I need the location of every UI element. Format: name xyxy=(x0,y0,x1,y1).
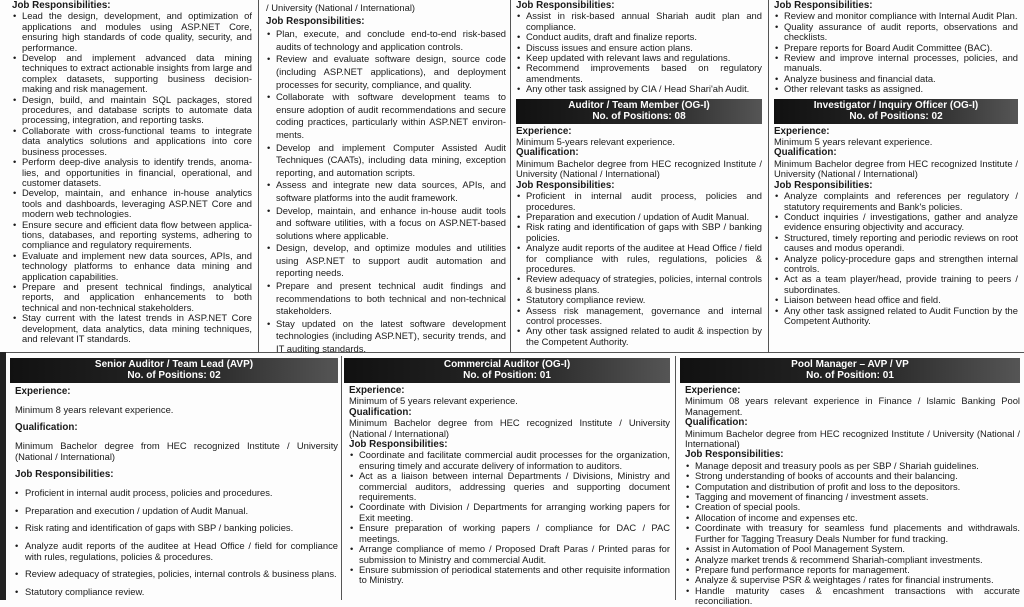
list-item: • Preparation and execution / updation of Audit Manual. xyxy=(10,505,338,516)
column-divider xyxy=(341,356,342,600)
section-heading: Experience: xyxy=(349,385,405,396)
list-item: • Assist in Automation of Pool Management System. xyxy=(685,544,1020,554)
section-text: Minimum Bachelor degree from HEC recognized Institute / University (National / International) xyxy=(685,427,1020,450)
list-item: • Act as a liaison between internal Departments / Divisions, Ministry and commercial auditors, addressing queries and supporting document requirements. xyxy=(349,471,670,502)
section-heading: Experience: xyxy=(774,125,830,137)
list-item: • Risk rating and identification of gaps with SBP / banking policies. xyxy=(10,522,338,533)
responsibilities-list xyxy=(12,11,252,344)
list-item: • Creation of special pools. xyxy=(685,502,1020,512)
job-title-banner xyxy=(516,99,762,124)
job-column-pool-manager xyxy=(680,354,1020,607)
responsibilities-list xyxy=(774,11,1018,94)
job-title-banner xyxy=(774,99,1018,124)
section-heading: Job Responsibilities: xyxy=(774,0,873,11)
list-item: • Collaborate with software development teams to ensure adoption of audit recommendations and secure coding practices, particularly within ASP.NET environ-ments. xyxy=(266,91,506,141)
list-item: • Arrange compliance of memo / Proposed Draft Paras / Printed paras for submission to Ministry and commercial Audit. xyxy=(349,544,670,565)
list-item: • Develop and implement Computer Assisted Audit Techniques (CAATs), including data mining, exception reporting, and automation scripts. xyxy=(266,142,506,180)
job-title: Senior Auditor / Team Lead (AVP) xyxy=(94,359,254,370)
job-title: Investigator / Inquiry Officer (OG-I) xyxy=(813,99,979,111)
list-item: • Liaison between head office and field. xyxy=(774,295,1018,305)
job-column-data-analyst xyxy=(12,0,252,344)
list-item: • Risk rating and identification of gaps with SBP / banking policies. xyxy=(516,222,762,243)
list-item: • Design, build, and maintain SQL packages, stored procedures, and database scripts to automate data processing, integration, and reporting tasks. xyxy=(12,95,252,126)
list-item: • Assess and integrate new data sources, APIs, and software platforms into the audit framework. xyxy=(266,179,506,204)
list-item: • Ensure secure and efficient data flow between applica-tions, databases, and reporting systems, adhering to compliance and regulatory requirements. xyxy=(12,220,252,251)
responsibilities-list xyxy=(774,191,1018,326)
responsibilities-list xyxy=(344,450,670,585)
list-item: • Prepare and present technical audit findings and recommendations to both technical and non-technical stakeholders. xyxy=(266,280,506,318)
section-text: Minimum of 5 years relevant experience. xyxy=(349,395,518,407)
list-item: • Manage deposit and treasury pools as per SBP / Shariah guidelines. xyxy=(685,461,1020,471)
section-heading: Qualification: xyxy=(774,147,837,159)
section-heading: Experience: xyxy=(685,385,741,396)
list-item: • Act as a team player/head, provide training to peers / subordinates. xyxy=(774,274,1018,295)
list-item: • Ensure submission of periodical statements and other requisite information to Ministry. xyxy=(349,565,670,586)
list-item: • Coordinate with treasury for seamless fund placements and withdrawals. Further for Tagging Treasury Deals Number for fund tracking. xyxy=(685,523,1020,544)
list-item: • Analyze audit reports of the auditee at Head Office / field for compliance with rules, regulations, policies & procedures. xyxy=(516,243,762,274)
responsibilities-list xyxy=(516,11,762,94)
list-item: • Analyze business and financial data. xyxy=(774,74,1018,84)
list-item: • Analyze & supervise PSR & weightages / rates for financial instruments. xyxy=(685,575,1020,585)
section-heading: Qualification: xyxy=(685,417,748,429)
list-item: • Proficient in internal audit process, policies and procedures. xyxy=(516,191,762,212)
list-item: • Review and monitor compliance with Internal Audit Plan. xyxy=(774,11,1018,21)
list-item: • Review and evaluate software design, source code (including ASP.NET applications), and deployment processes for security, compliance, and quality. xyxy=(266,53,506,91)
list-item: • Prepare reports for Board Audit Committee (BAC). xyxy=(774,43,1018,53)
list-item: • Review and improve internal processes, policies, and manuals. xyxy=(774,53,1018,74)
list-item: • Any other task assigned by CIA / Head Shari'ah Audit. xyxy=(516,84,762,94)
list-item: • Conduct inquiries / investigations, gather and analyze evidence ensuring objectivity and accuracy. xyxy=(774,212,1018,233)
responsibilities-list xyxy=(516,191,762,347)
list-item: • Prepare and present technical findings, analytical reports, and application enhancements to both technical and non-technical stakeholders. xyxy=(12,282,252,313)
positions-count: No. of Position: 01 xyxy=(806,370,894,381)
list-item: • Handle maturity cases & encashment transactions with accurate reconciliation. xyxy=(685,586,1020,607)
section-heading: Job Responsibilities: xyxy=(266,15,365,27)
column-divider xyxy=(675,356,676,600)
section-heading: Job Responsibilities: xyxy=(685,449,784,461)
section-text: Minimum 5 years relevant experience. xyxy=(774,136,933,148)
section-heading: Job Responsibilities: xyxy=(12,0,111,11)
section-heading: Qualification: xyxy=(516,147,579,159)
section-heading: Experience: xyxy=(516,125,572,137)
row-divider xyxy=(0,352,1024,353)
job-title-banner xyxy=(10,358,338,383)
page-edge xyxy=(0,352,6,600)
column-divider xyxy=(258,0,259,352)
list-item: • Conduct audits, draft and finalize reports. xyxy=(516,32,762,42)
job-title-banner xyxy=(344,358,670,383)
list-item: • Assist in risk-based annual Shariah audit plan and compliance. xyxy=(516,11,762,32)
list-item: • Review adequacy of strategies, policies, internal controls & business plans. xyxy=(516,274,762,295)
list-item: • Stay updated on the latest software development technologies (including ASP.NET), security trends, and IT auditing standards. xyxy=(266,318,506,356)
list-item: • Plan, execute, and conclude end-to-end risk-based audits of technology and application controls. xyxy=(266,28,506,53)
section-text: Minimum 8 years relevant experience. xyxy=(15,404,174,415)
list-item: • Review adequacy of strategies, policies, internal controls & business plans. xyxy=(10,568,338,579)
list-item: • Strong understanding of books of accounts and their balancing. xyxy=(685,471,1020,481)
list-item: • Analyze policy-procedure gaps and strengthen internal controls. xyxy=(774,254,1018,275)
section-heading: Job Responsibilities: xyxy=(516,0,615,11)
list-item: • Computation and distribution of profit and loss to the depositors. xyxy=(685,482,1020,492)
job-column-commercial-auditor xyxy=(344,354,670,600)
job-title-banner xyxy=(680,358,1020,383)
list-item: • Assess risk management, governance and internal control processes. xyxy=(516,306,762,327)
section-text: Minimum Bachelor degree from HEC recognized Institute / University (National / International) xyxy=(349,417,670,439)
list-item: • Discuss issues and ensure action plans. xyxy=(516,43,762,53)
job-title: Pool Manager – AVP / VP xyxy=(791,359,909,370)
job-column-shariah-auditor xyxy=(516,0,762,347)
list-item: • Keep updated with relevant laws and regulations. xyxy=(516,53,762,63)
section-text: Minimum Bachelor degree from HEC recognized Institute / University (National / International) xyxy=(516,157,762,180)
list-item: • Any other task assigned related to audit & inspection by the Competent Authority. xyxy=(516,326,762,347)
section-heading: Qualification: xyxy=(349,406,412,418)
positions-count: No. of Positions: 08 xyxy=(592,110,686,122)
list-item: • Proficient in internal audit process, policies and procedures. xyxy=(10,487,338,498)
responsibilities-list xyxy=(680,461,1020,607)
column-divider xyxy=(768,0,769,352)
positions-count: No. of Positions: 02 xyxy=(127,370,221,381)
list-item: • Perform deep-dive analysis to identify trends, anoma-lies, and opportunities in financial, operational, and customer datasets. xyxy=(12,157,252,188)
list-item: • Structured, timely reporting and periodic reviews on root causes and modus operandi. xyxy=(774,233,1018,254)
list-item: • Recommend improvements based on regulatory amendments. xyxy=(516,63,762,84)
list-item: • Coordinate with Division / Departments for arranging working papers for Exit meeting. xyxy=(349,502,670,523)
section-heading: Job Responsibilities: xyxy=(15,469,114,480)
list-item: • Develop, maintain, and enhance in-house analytics tools and dashboards, leveraging ASP.NET Core and modern web technologies. xyxy=(12,188,252,219)
section-text: Minimum Bachelor degree from HEC recognized Institute / University (National / International) xyxy=(774,157,1018,180)
list-item: • Lead the design, development, and optimization of applications and modules using ASP.NET Core, ensuring high standards of code quality, security, and performance. xyxy=(12,11,252,53)
section-text: Minimum 08 years relevant experience in Finance / Islamic Banking Pool Management. xyxy=(685,395,1020,417)
list-item: • Quality assurance of audit reports, observations and checklists. xyxy=(774,22,1018,43)
list-item: • Stay current with the latest trends in ASP.NET Core development, data analytics, data mining techniques, and relevant IT standards. xyxy=(12,313,252,344)
list-item: • Design, develop, and optimize modules and utilities using ASP.NET to support audit automation and reporting needs. xyxy=(266,242,506,280)
list-item: • Statutory compliance review. xyxy=(516,295,762,305)
section-text: Minimum Bachelor degree from HEC recognized Institute / University (National / International) xyxy=(15,440,338,462)
section-heading: Job Responsibilities: xyxy=(349,439,448,451)
list-item: • Statutory compliance review. xyxy=(10,586,338,597)
job-title: Auditor / Team Member (OG-I) xyxy=(568,99,710,111)
list-item: • Analyze market trends & recommend Shariah-compliant investments. xyxy=(685,555,1020,565)
section-heading: Experience: xyxy=(15,386,71,397)
column-divider xyxy=(510,0,511,352)
job-column-it-auditor xyxy=(266,2,506,356)
job-title: Commercial Auditor (OG-I) xyxy=(443,359,571,370)
responsibilities-list xyxy=(10,487,338,597)
list-item: • Ensure preparation of working papers / compliance for DAC / PAC meetings. xyxy=(349,523,670,544)
list-item: • Analyze audit reports of the auditee at Head Office / field for compliance with rules, regulations, policies & procedures. xyxy=(10,540,338,562)
list-item: • Analyze complaints and references per regulatory / statutory requirements and Bank's policies. xyxy=(774,191,1018,212)
section-heading: Job Responsibilities: xyxy=(516,179,615,191)
section-text: / University (National / International) xyxy=(266,2,416,13)
section-text: Minimum 5-years relevant experience. xyxy=(516,136,675,148)
list-item: • Preparation and execution / updation of Audit Manual. xyxy=(516,212,762,222)
positions-count: No. of Position: 01 xyxy=(463,370,551,381)
positions-count: No. of Positions: 02 xyxy=(849,110,943,122)
section-heading: Job Responsibilities: xyxy=(774,179,873,191)
job-column-qa-investigator xyxy=(774,0,1018,326)
list-item: • Tagging and movement of financing / investment assets. xyxy=(685,492,1020,502)
list-item: • Collaborate with cross-functional teams to integrate data analytics solutions and applications into core business processes. xyxy=(12,126,252,157)
list-item: • Develop, maintain, and enhance in-house audit tools and software utilities, with a focus on ASP.NET-based solutions where applicable. xyxy=(266,205,506,243)
list-item: • Any other task assigned related to Audit Function by the Competent Authority. xyxy=(774,306,1018,327)
list-item: • Develop and implement advanced data mining techniques to extract actionable insights from large and complex datasets, supporting business decision-making and risk management. xyxy=(12,53,252,95)
list-item: • Coordinate and facilitate commercial audit processes for the organization, ensuring timely and accurate delivery of information to auditors. xyxy=(349,450,670,471)
job-column-senior-auditor xyxy=(10,354,338,600)
list-item: • Allocation of income and expenses etc. xyxy=(685,513,1020,523)
list-item: • Evaluate and implement new data sources, APIs, and technology platforms to enhance data mining and application capabilities. xyxy=(12,251,252,282)
list-item: • Other relevant tasks as assigned. xyxy=(774,84,1018,94)
list-item: • Prepare fund performance reports for management. xyxy=(685,565,1020,575)
responsibilities-list xyxy=(266,28,506,355)
section-heading: Qualification: xyxy=(15,422,78,433)
